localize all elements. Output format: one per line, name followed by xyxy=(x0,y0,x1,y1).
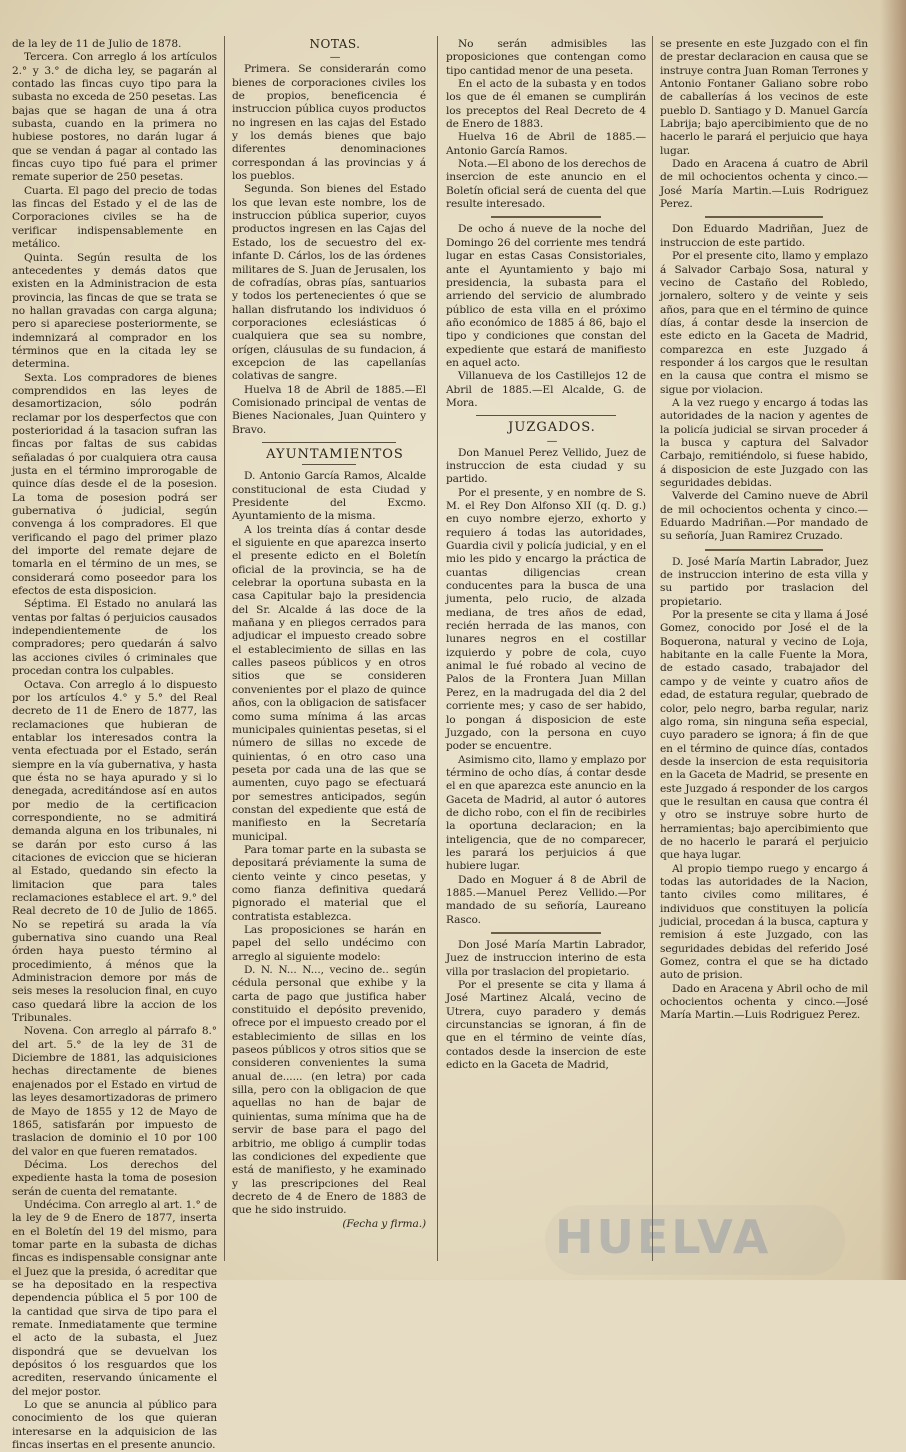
section-divider xyxy=(705,216,823,218)
column-rule xyxy=(652,36,653,1261)
signature-paragraph: Dado en Aracena y Abril ocho de mil ochocientos ochenta y cinco.—José María Martin.—Luis Rodriguez Perez. xyxy=(660,982,868,1022)
paragraph: Para tomar parte en la subasta se depositará préviamente la suma de ciento veinte y cinco pesetas, y como fianza definitiva quedará pignorado el material que el contratista establezca. xyxy=(232,843,426,923)
column-3 xyxy=(446,38,646,1263)
paragraph: Cuarta. El pago del precio de todas las fincas del Estado y el de las de Corporaciones civiles se ha de verificar indispensablemente en metálico. xyxy=(12,184,217,251)
paragraph: De ocho á nueve de la noche del Domingo 26 del corriente mes tendrá lugar en estas Casas Consistoriales, ante el Ayuntamiento y bajo mi presidencia, la subasta para el arriendo del servicio de alumbrado público de esta villa en el próximo año económico de 1885 á 86, bajo el tipo y condiciones que constan del expediente que estará de manifiesto en aquel acto. xyxy=(446,223,646,369)
section-divider xyxy=(262,442,396,443)
dash-separator: — xyxy=(329,51,341,64)
paragraph: Don Eduardo Madriñan, Juez de instruccion de este partido. xyxy=(660,223,868,249)
column-4 xyxy=(660,38,868,1263)
paragraph: Por el presente, y en nombre de S. M. el Rey Don Alfonso XII (q. D. g.) en cuyo nombre ejerzo, exhorto y requiero á todas las autoridades, Guardia civil y policía judicial, y en el mio les pido y encargo la práctica de cuantas diligencias crean conducentes para la busca de una jumenta, pelo rucio, de alzada mediana, de tres años de edad, recién herrada de las manos, con lunares negros en el costillar izquierdo y pobre de cola, cuyo animal le fué robado al vecino de Palos de la Frontera Juan Millan Perez, en la madrugada del dia 2 del corriente mes; y caso de ser habido, lo pongan á disposicion de este Juzgado, con la persona en cuyo poder se encuentre. xyxy=(446,486,646,753)
paragraph: Séptima. El Estado no anulará las ventas por faltas ó perjuicios causados independientemente de los compradores; pero quedarán á salvo las acciones civiles ó criminales que procedan contra los culpables. xyxy=(12,598,217,678)
paragraph: Primera. Se considerarán como bienes de corporaciones civiles los de propios, beneficencia é instruccion pública cuyos productos no ingresen en las cajas del Estado y los demás bienes que bajo diferentes denominaciones correspondan á las provincias y á los pueblos. xyxy=(232,63,426,183)
juzgados-heading: JUZGADOS. xyxy=(508,420,596,436)
paragraph: A los treinta días á contar desde el siguiente en que aparezca inserto el presente edicto en el Boletín oficial de la provincia, se ha de celebrar la oportuna subasta en la casa Capitular bajo la presidencia del Sr. Alcalde á las doce de la mañana y en pliegos cerrados para adjudicar el impuesto creado sobre el establecimiento de sillas en las calles paseos públicos y en otros sitios que se consideren convenientes por el plazo de quince años, con la obligacion de satisfacer como suma mínima á las arcas municipales quinientas pesetas, si el número de sillas no excede de quinientas, ó en otro caso una peseta por cada una de las que se aumenten, cuyo pago se efectuará por semestres anticipados, según constan del expediente que está de manifiesto en la Secretaría municipal. xyxy=(232,523,426,843)
paragraph: Por el presente se cita y llama á José Martinez Alcalá, vecino de Utrera, cuyo paradero y demás circunstancias se ignoran, á fin de que en el término de veinte días, contados desde la insercion de este edicto en la Gaceta de Madrid, xyxy=(446,979,646,1072)
signature-paragraph: Valverde del Camino nueve de Abril de mil ochocientos ochenta y cinco.—Eduardo Madriñan.—Por mandado de su señoría, Juan Ramirez Cruzado. xyxy=(660,490,868,543)
archive-watermark: HUELVA xyxy=(555,1210,772,1264)
paragraph: Segunda. Son bienes del Estado los que levan este nombre, los de instruccion pública superior, cuyos productos ingresen en las Cajas del Estado, los de secuestro del ex-infante D. Cárlos, los de las órdenes militares de S. Juan de Jerusalen, los de cofradías, obras pías, santuarios y todos los pertenecientes ó que se hallan disfrutando los individuos ó corporaciones eclesiásticas ó cualquiera que sea su nombre, orígen, cláusulas de su fundacion, á excepcion de las capellanías colativas de sangre. xyxy=(232,183,426,383)
paragraph: Tercera. Con arreglo á los artículos 2.° y 3.° de dicha ley, se pagarán al contado las fincas cuyo tipo para la subasta no exceda de 250 pesetas. Las bajas que se hagan de una á otra subasta, cuando en la primera no hubiese postores, no darán lugar á que se vendan á pagar al contado las fincas cuyo tipo fué para el primer remate superior de 250 pesetas. xyxy=(12,51,217,184)
page-edge-shadow xyxy=(880,0,906,1280)
signature-paragraph: Huelva 16 de Abril de 1885.—Antonio García Ramos. xyxy=(446,131,646,157)
paragraph: D. Antonio García Ramos, Alcalde constitucional de esta Ciudad y Presidente del Excmo. Ayuntamiento de la misma. xyxy=(232,470,426,523)
paragraph: Por la presente se cita y llama á José Gomez, conocido por José el de la Boquerona, natural y vecino de Loja, habitante en la calle Fuente la Mora, de estado casado, trabajador del campo y de veinte y cuatro años de edad, de estatura regular, quebrado de color, pelo negro, barba regular, nariz algo roma, sin ninguna seña especial, cuyo paradero se ignora; á fin de que en el término de quince días, contados desde la insercion de esta requisitoria en la Gaceta de Madrid, se presente en este Juzgado á responder de los cargos que le resultan en causa que contra él y otro se instruye sobre hurto de herramientas; bajo apercibimiento que de no hacerlo le parará el perjuicio que haya lugar. xyxy=(660,609,868,862)
paragraph: Sexta. Los compradores de bienes comprendidos en las leyes de desamortizacion, sólo podrán reclamar por los desperfectos que con posterioridad á la tasacion sufran las fincas por faltas de sus cabidas señaladas ó por cualquiera otra causa justa en el término improrogable de quince días desde el de la posesion. La toma de posesion podrá ser gubernativa ó judicial, según convenga á los compradores. El que verificando el pago del primer plazo del importe del remate dejare de tomarla en el término de un mes, se considerará como poseedor para los efectos de esta disposicion. xyxy=(12,371,217,598)
notas-heading: NOTAS. xyxy=(309,37,361,51)
paragraph: Asimismo cito, llamo y emplazo por término de ocho días, á contar desde el en que aparezca este anuncio en la Gaceta de Madrid, al autor ó autores de dicho robo, con el fin de recibirles la oportuna declaracion; en la inteligencia, que de no comparecer, les parará los perjuicios á que hubiere lugar. xyxy=(446,753,646,873)
paragraph: Décima. Los derechos del expediente hasta la toma de posesion serán de cuenta del rematante. xyxy=(12,1158,217,1198)
paragraph: En el acto de la subasta y en todos los que de él emanen se cumplirán los preceptos del Real Decreto de 4 de Enero de 1883. xyxy=(446,78,646,131)
column-rule xyxy=(224,36,225,1261)
paragraph: Las proposiciones se harán en papel del sello undécimo con arreglo al siguiente modelo: xyxy=(232,924,426,963)
paragraph: Octava. Con arreglo á lo dispuesto por los artículos 4.° y 5.° del Real decreto de 11 de Enero de 1877, las reclamaciones que hubieran de entablar los interesados contra la venta efectuada por el Estado, serán siempre en la vía gubernativa, y hasta que ésta no se haya apurado y si lo denegada, acreditándose así en autos por medio de la certificacion correspondiente, no se admitirá demanda alguna en los tribunales, ni se darán por esto curso á las citaciones de eviccion que se hicieran al Estado, quedando sin efecto la limitacion que para tales reclamaciones establece el art. 9.° del Real decreto de 10 de Julio de 1865. No se repetirá su arada la vía gubernativa sino cuando una Real órden haya puesto término al procedimiento, á ménos que la Administracion demore por más de seis meses la resolucion final, en cuyo caso quedará libre la accion de los Tribunales. xyxy=(12,678,217,1025)
section-divider xyxy=(476,415,616,416)
paragraph: Por el presente cito, llamo y emplazo á Salvador Carbajo Sosa, natural y vecino de Castaño del Robledo, jornalero, soltero y de veinte y seis años, para que en el término de quince días, á contar desde la insercion de este edicto en la Gaceta de Madrid, comparezca en este Juzgado á responder á los cargos que le resultan en la causa que contra el mismo se sigue por violacion. xyxy=(660,250,868,396)
paragraph: Don José María Martin Labrador, Juez de instruccion interino de esta villa por traslacion del propietario. xyxy=(446,939,646,978)
paragraph: Undécima. Con arreglo al art. 1.° de la ley de 9 de Enero de 1877, inserta en el Boletín del 19 del mismo, para tomar parte en la subasta de dichas fincas es indispensable consignar ante el Juez que la presida, ó acreditar que se ha depositado en la respectiva dependencia pública el 5 por 100 de la cantidad que sirva de tipo para el remate. Inmediatamente que termine el acto de la subasta, el Juez dispondrá que se devuelvan los depósitos ó los resguardos que los acrediten, reservando únicamente el del mejor postor. xyxy=(12,1198,217,1398)
paragraph: D. N. N... N..., vecino de.. según cédula personal que exhibe y la carta de pago que justifica haber constituido el depósito prevenido, ofrece por el impuesto creado por el establecimiento de sillas en los paseos públicos y otros sitios que se consideren convenientes la suma anual de...... (en letra) por cada silla, pero con la obligacion de que aquellas no han de bajar de quinientas, suma mínima que ha de servir de base para el pago del arbitrio, me obligo á cumplir todas las condiciones del expediente que está de manifiesto, y he examinado y las prescripciones del Real decreto de 4 de Enero de 1883 de que he sido instruido. xyxy=(232,964,426,1217)
section-divider xyxy=(705,549,823,551)
date-signature-note: (Fecha y firma.) xyxy=(342,1217,426,1230)
column-rule xyxy=(437,36,438,1261)
paragraph: Quinta. Según resulta de los antecedentes y demás datos que existen en la Administracion de esta provincia, las fincas de que se trata se no hallan gravadas con carga alguna; pero si apareciese posteriormente, se indemnizará al comprador en los términos que en la citada ley se determina. xyxy=(12,251,217,371)
paragraph: Al propio tiempo ruego y encargo á todas las autoridades de la Nacion, tanto civiles como militares, é individuos que constituyen la policía judicial, procedan á la busca, captura y remision á este Juzgado, con las seguridades debidas del referido José Gomez, contra el que se ha dictado auto de prision. xyxy=(660,862,868,982)
paragraph: Nota.—El abono de los derechos de insercion de este anuncio en el Boletín oficial será de cuenta del que resulte interesado. xyxy=(446,158,646,211)
paragraph: No serán admisibles las proposiciones que contengan como tipo cantidad menor de una peseta. xyxy=(446,38,646,77)
section-divider xyxy=(491,932,601,934)
ayuntamientos-heading: AYUNTAMIENTOS xyxy=(266,446,404,462)
signature-paragraph: Dado en Aracena á cuatro de Abril de mil ochocientos ochenta y cinco.—José María Martin.—Luis Rodriguez Perez. xyxy=(660,158,868,211)
paragraph: de la ley de 11 de Julio de 1878. xyxy=(12,38,182,50)
paragraph: Novena. Con arreglo al párrafo 8.° del art. 5.° de la ley de 31 de Diciembre de 1881, las adquisiciones hechas directamente de bienes enajenados por el Estado en virtud de las leyes desamortizadoras de primero de Mayo de 1855 y 12 de Mayo de 1865, satisfarán por impuesto de traslacion de dominio el 10 por 100 del valor en que fueren rematados. xyxy=(12,1025,217,1158)
paragraph: se presente en este Juzgado con el fin de prestar declaracion en causa que se instruye contra Juan Roman Terrones y Antonio Fontaner Galiano sobre robo de caballerías á los vecinos de este pueblo D. Santiago y D. Manuel García Labrija; bajo apercibimiento que de no hacerlo le parará el perjuicio que haya lugar. xyxy=(660,38,868,157)
signature-paragraph: Dado en Moguer á 8 de Abril de 1885.—Manuel Perez Vellido.—Por mandado de su señoría, Laureano Rasco. xyxy=(446,873,646,926)
paragraph: A la vez ruego y encargo á todas las autoridades de la nacion y agentes de la policía judicial se sirvan proceder á la busca y captura del Salvador Carbajo, remitiéndolo, si fuese habido, á disposicion de este Juzgado con las seguridades debidas. xyxy=(660,396,868,489)
dash-separator: — xyxy=(546,434,558,447)
signature-paragraph: Huelva 18 de Abril de 1885.—El Comisionado principal de ventas de Bienes Nacionales, Juan Quintero y Bravo. xyxy=(232,383,426,436)
section-divider xyxy=(302,464,356,465)
column-2 xyxy=(232,38,426,1263)
column-1 xyxy=(12,38,217,1452)
section-divider xyxy=(491,216,601,218)
paragraph: Don Manuel Perez Vellido, Juez de instruccion de esta ciudad y su partido. xyxy=(446,446,646,486)
signature-paragraph: Villanueva de los Castillejos 12 de Abril de 1885.—El Alcalde, G. de Mora. xyxy=(446,370,646,409)
paragraph: Lo que se anuncia al público para conocimiento de los que quieran interesarse en la adquisicion de las fincas insertas en el presente anuncio. xyxy=(12,1399,217,1452)
paragraph: D. José María Martin Labrador, Juez de instruccion interino de esta villa y su partido por traslacion del propietario. xyxy=(660,555,868,608)
